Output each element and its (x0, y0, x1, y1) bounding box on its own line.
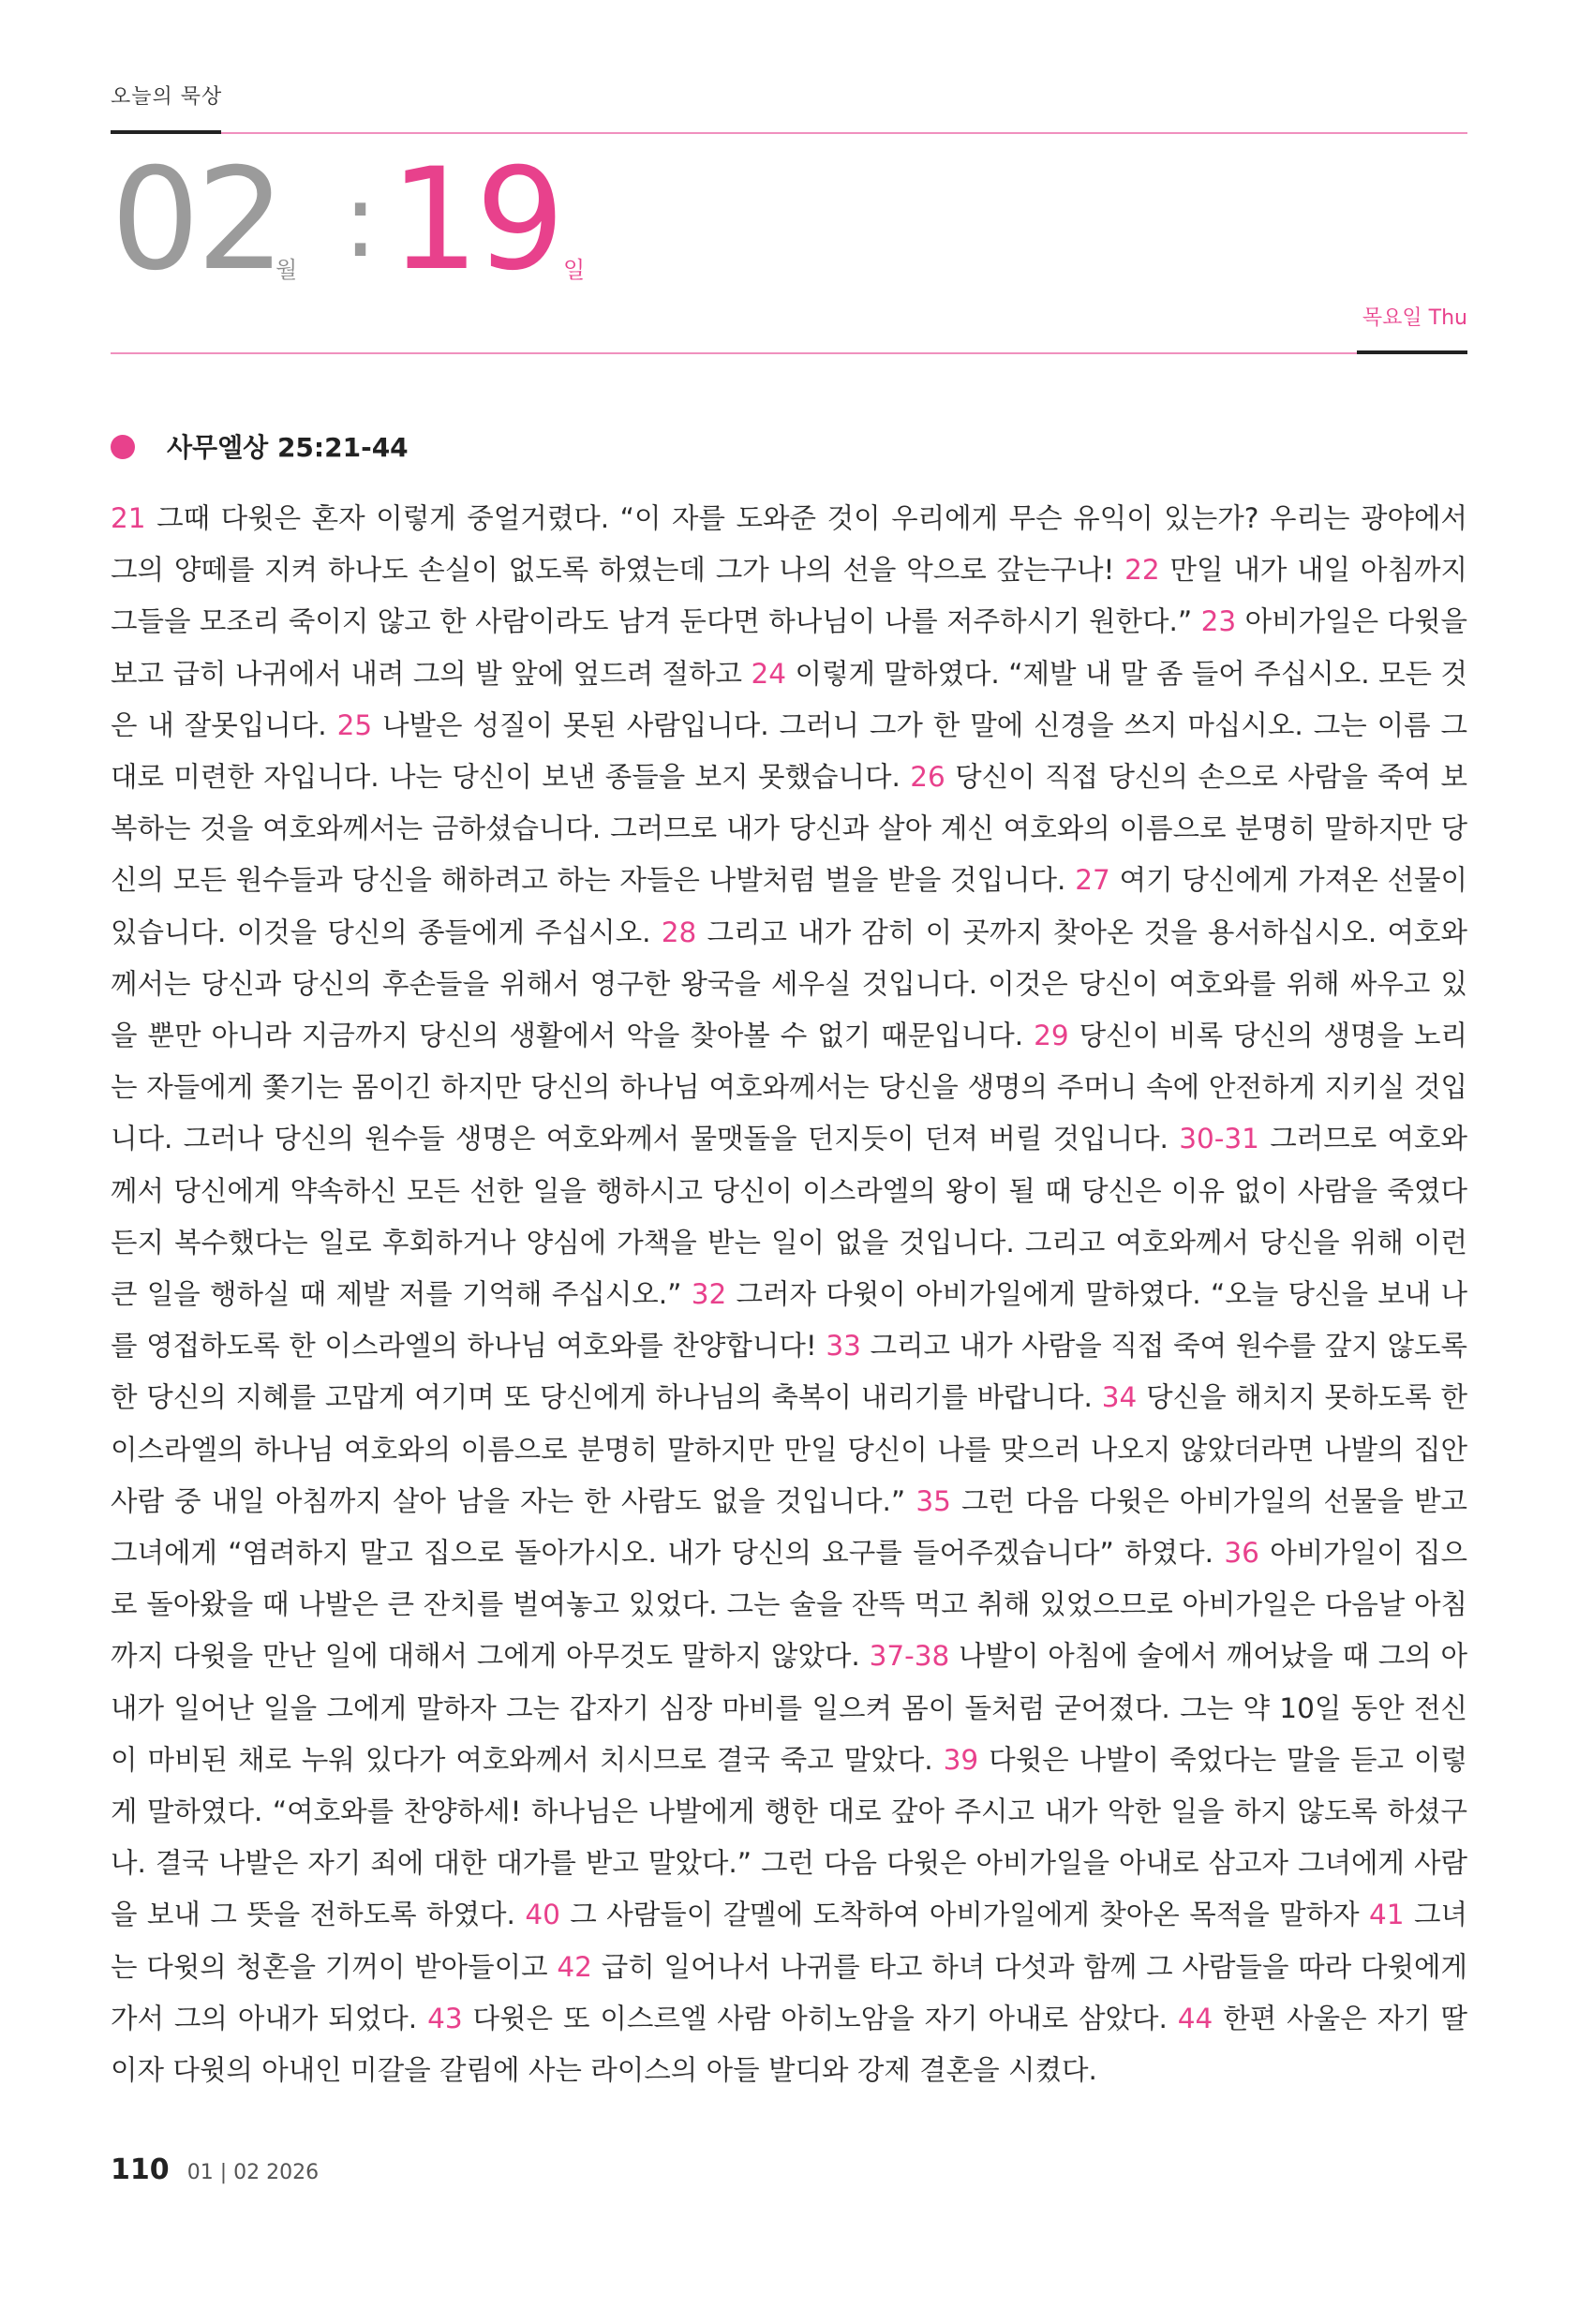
verse-text: 아비가일이 집으로 돌아왔을 때 나발은 큰 잔치를 벌여놓고 있었다. 그는 술을 잔뜩 먹고 취해 있었으므로 아비가일은 다음날 아침까지 다윗을 만난 일에 대해서 그에게 아무것도 말하지 않았다. (111, 1537, 1467, 1673)
verse-number: 34 (1101, 1381, 1138, 1414)
verse-number: 21 (111, 502, 146, 534)
verse-number: 24 (751, 657, 787, 690)
verse-number: 36 (1224, 1537, 1259, 1570)
header-label: 오늘의 묵상 (111, 85, 223, 109)
weekday-label: 목요일 Thu (1362, 306, 1467, 330)
date-rule-dark (1357, 350, 1467, 354)
verse-text: 그녀는 다윗의 청혼을 기꺼이 받아들이고 (111, 1899, 1467, 1983)
verse-text: 그리고 내가 사람을 직접 죽여 원수를 갚지 않도록 한 당신의 지혜를 고맙게 여기며 또 당신에게 하나님의 축복이 내리기를 바랍니다. (111, 1330, 1467, 1414)
verse-number: 35 (916, 1484, 951, 1517)
verse-text: 급히 일어나서 나귀를 타고 하녀 다섯과 함께 그 사람들을 따라 다윗에게 가서 그의 아내가 되었다. (111, 1950, 1468, 2034)
verse-number: 40 (525, 1899, 560, 1931)
verse-number: 39 (943, 1743, 979, 1776)
verse-text: 만일 내가 내일 아침까지 그들을 모조리 죽이지 않고 한 사람이라도 남겨 둔다면 하나님이 나를 저주하시기 원한다.” (111, 554, 1467, 638)
verse-text: 이렇게 말하였다. “제발 내 말 좀 들어 주십시오. 모든 것은 내 잘못입니다. (111, 657, 1467, 741)
verse-number: 32 (691, 1278, 727, 1311)
month-number: 02 (111, 139, 282, 302)
page-number: 110 (111, 2153, 170, 2186)
verse-number: 25 (336, 708, 373, 741)
verse-text: 다윗은 또 이스르엘 사람 아히노암을 자기 아내로 삼았다. (462, 2002, 1178, 2034)
verse-text: 아비가일은 다윗을 보고 급히 나귀에서 내려 그의 발 앞에 엎드려 절하고 (111, 605, 1467, 690)
verse-text: 그런 다음 다윗은 아비가일의 선물을 받고 그녀에게 “염려하지 말고 집으로 돌아가시오. 내가 당신의 요구를 들어주겠습니다” 하였다. (111, 1484, 1467, 1570)
verse-text: 한편 사울은 자기 딸이자 다윗의 아내인 미갈을 갈림에 사는 라이스의 아들 발디와 강제 결혼을 시켰다. (111, 2002, 1467, 2087)
verse-number: 37-38 (869, 1640, 950, 1673)
header-rule-dark (111, 130, 221, 134)
footer (111, 2153, 319, 2191)
verse-text: 여기 당신에게 가져온 선물이 있습니다. 이것을 당신의 종들에게 주십시오. (111, 864, 1467, 948)
verse-number: 27 (1075, 864, 1110, 897)
verse-number: 44 (1177, 2002, 1213, 2034)
verse-text: 나발은 성질이 못된 사람입니다. 그러니 그가 한 말에 신경을 쓰지 마십시오. 그는 이름 그대로 미련한 자입니다. 나는 당신이 보낸 종들을 보지 못했습니다. (111, 708, 1467, 794)
verse-text: 그러므로 여호와께서 당신에게 약속하신 모든 선한 일을 행하시고 당신이 이스라엘의 왕이 될 때 당신은 이유 없이 사람을 죽였다든지 복수했다는 일로 후회하거나 양심에 가책을 받는 일이 없을 것입니다. 그리고 여호와께서 당신을 위해 이런 큰 일을 행하실 때 제발 저를 기억해 주십시오.” (111, 1123, 1467, 1311)
verse-text: 그때 다윗은 혼자 이렇게 중얼거렸다. “이 자를 도와준 것이 우리에게 무슨 유익이 있는가? 우리는 광야에서 그의 양떼를 지켜 하나도 손실이 없도록 하였는데 그가 나의 선을 악으로 갚는구나! (111, 502, 1467, 587)
month-unit: 월 (275, 257, 298, 283)
day-unit: 일 (563, 257, 586, 283)
passage-reference: 사무엘상 25:21-44 (167, 432, 409, 463)
verse-number: 43 (427, 2002, 463, 2034)
date-separator: : (343, 160, 379, 280)
verse-number: 28 (661, 916, 697, 948)
verse-number: 30-31 (1179, 1123, 1259, 1155)
issue-date: 01 | 02 2026 (186, 2161, 320, 2184)
verse-text: 당신을 해치지 못하도록 한 이스라엘의 하나님 여호와의 이름으로 분명히 말하지만 만일 당신이 나를 맞으러 나오지 않았더라면 나발의 집안 사람 중 내일 아침까지 살아 남을 자는 한 사람도 없을 것입니다.” (111, 1381, 1467, 1517)
verse-text: 나발이 아침에 술에서 깨어났을 때 그의 아내가 일어난 일을 그에게 말하자 그는 갑자기 심장 마비를 일으켜 몸이 돌처럼 굳어졌다. 그는 약 10일 동안 전신이 마비된 채로 누워 있다가 여호와께서 치시므로 결국 죽고 말았다. (111, 1640, 1467, 1776)
verse-number: 42 (557, 1950, 592, 1983)
verse-number: 41 (1369, 1899, 1405, 1931)
bullet-dot-icon (111, 435, 135, 459)
verse-text: 그러자 다윗이 아비가일에게 말하였다. “오늘 당신을 보내 나를 영접하도록 한 이스라엘의 하나님 여호와를 찬양합니다! (111, 1278, 1467, 1363)
verse-number: 26 (910, 761, 945, 794)
scripture-body (111, 493, 1467, 2096)
verse-text: 그 사람들이 갈멜에 도착하여 아비가일에게 찾아온 목적을 말하자 (559, 1899, 1370, 1931)
verse-number: 23 (1200, 605, 1237, 638)
verse-number: 33 (826, 1330, 861, 1363)
verse-text: 다윗은 나발이 죽었다는 말을 듣고 이렇게 말하였다. “여호와를 찬양하세! 하나님은 나발에게 행한 대로 갚아 주시고 내가 악한 일을 하지 않도록 하셨구나. 결국 나발은 자기 죄에 대한 대가를 받고 말았다.” 그런 다음 다윗은 아비가일을 아내로 삼고자 그녀에게 사람을 보내 그 뜻을 전하도록 하였다. (111, 1743, 1467, 1931)
verse-text: 당신이 직접 당신의 손으로 사람을 죽여 보복하는 것을 여호와께서는 금하셨습니다. 그러므로 내가 당신과 살아 계신 여호와의 이름으로 분명히 말하지만 당신의 모든 원수들과 당신을 해하려고 하는 자들은 나발처럼 벌을 받을 것입니다. (111, 761, 1467, 897)
verse-text: 당신이 비록 당신의 생명을 노리는 자들에게 쫓기는 몸이긴 하지만 당신의 하나님 여호와께서는 당신을 생명의 주머니 속에 안전하게 지키실 것입니다. 그러나 당신의 원수들 생명은 여호와께서 물맷돌을 던지듯이 던져 버릴 것입니다. (111, 1020, 1467, 1155)
verse-number: 29 (1034, 1020, 1069, 1052)
day-number: 19 (390, 139, 561, 302)
verse-text: 그리고 내가 감히 이 곳까지 찾아온 것을 용서하십시오. 여호와께서는 당신과 당신의 후손들을 위해서 영구한 왕국을 세우실 것입니다. 이것은 당신이 여호와를 위해 싸우고 있을 뿐만 아니라 지금까지 당신의 생활에서 악을 찾아볼 수 없기 때문입니다. (111, 916, 1467, 1052)
date-rule-accent (111, 352, 1467, 354)
verse-number: 22 (1124, 554, 1160, 587)
header-rule-accent (111, 132, 1467, 134)
